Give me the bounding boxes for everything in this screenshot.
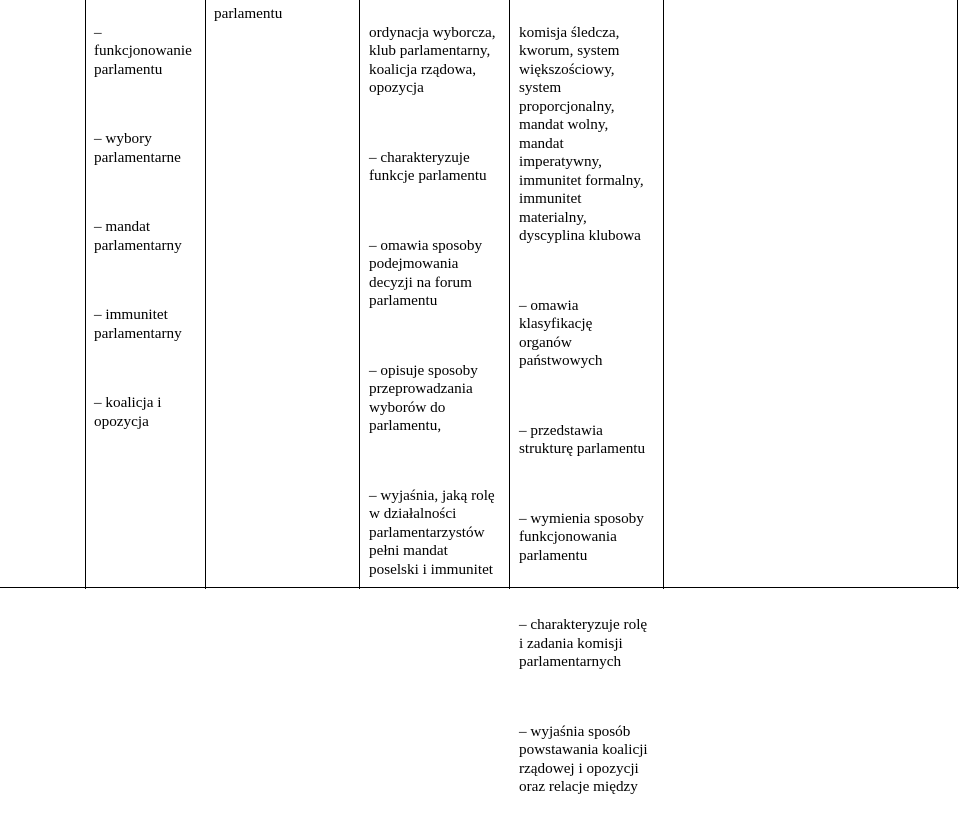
col3-item: – wyjaśnia, jaką rolę w działalności parlamentarzystów pełni mandat poselski i immunitet (369, 486, 495, 578)
column-divider (663, 0, 664, 589)
column-divider (957, 0, 958, 589)
col4-item: – charakteryzuje rolę i zadania komisji parlamentarnych (519, 616, 648, 670)
col3-cell (369, 5, 507, 598)
col1-item: – koalicja i opozycja (94, 394, 162, 430)
col1-item: – immunitet parlamentarny (94, 306, 182, 342)
col1-item: – funkcjonowanie parlamentu (94, 23, 192, 78)
col3-item: – opisuje sposoby przeprowadzania wyborów do parlamentu, (369, 361, 478, 434)
col3-item: – charakteryzuje funkcje parlamentu (369, 148, 487, 184)
col4-item: – przedstawia strukturę parlamentu (519, 421, 646, 457)
col4-item: komisja śledcza, kworum, system większościowy, system proporcjonalny, mandat wolny, mandat imperatywny, immunitet formalny, immunitet materialny, dyscyplina klubowa (519, 23, 644, 244)
col2-text: parlamentu (214, 5, 283, 22)
column-divider (359, 0, 360, 589)
col4-cell (519, 5, 662, 815)
col1-item: – wybory parlamentarne (94, 130, 181, 166)
col3-item: ordynacja wyborcza, klub parlamentarny, koalicja rządowa, opozycja (369, 23, 496, 96)
column-divider (85, 0, 86, 589)
col4-item: – wyjaśnia sposób powstawania koalicji rządowej i opozycji oraz relacje między (519, 722, 648, 795)
column-divider (205, 0, 206, 589)
col1-cell (94, 5, 204, 450)
col4-item: – omawia klasyfikację organów państwowych (519, 296, 603, 369)
col1-item: – mandat parlamentarny (94, 218, 182, 254)
col4-item: – wymienia sposoby funkcjonowania parlamentu (519, 509, 644, 564)
col2-cell (214, 5, 354, 24)
col3-item: – omawia sposoby podejmowania decyzji na forum parlamentu (369, 236, 483, 309)
column-divider (509, 0, 510, 589)
